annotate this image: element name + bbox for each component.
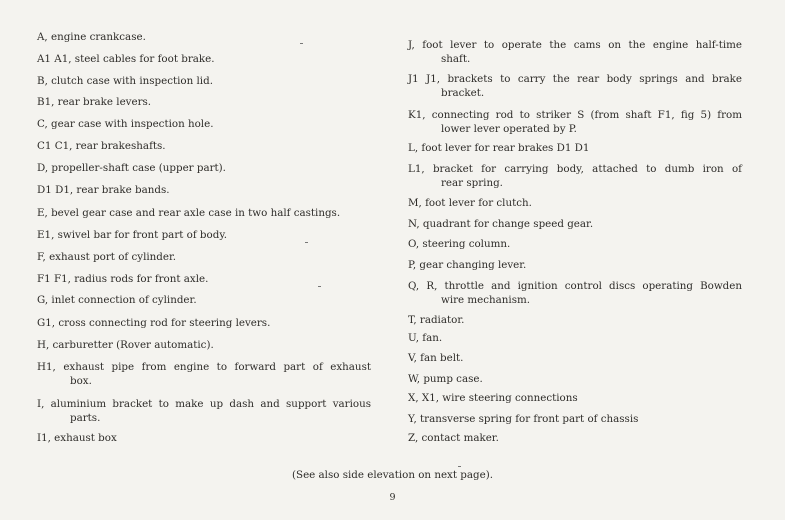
legend-entry bbox=[37, 30, 146, 44]
legend-entry bbox=[37, 316, 270, 330]
legend-text: A1 A1, steel cables for foot brake. bbox=[37, 53, 215, 65]
legend-entry bbox=[37, 139, 166, 153]
legend-text: C, gear case with inspection hole. bbox=[37, 118, 214, 130]
legend-text: I, aluminium bracket to make up dash and support various bbox=[37, 398, 371, 410]
legend-entry bbox=[408, 72, 742, 100]
page-number: 9 bbox=[389, 492, 396, 503]
legend-entry bbox=[408, 162, 742, 190]
legend-text: B, clutch case with inspection lid. bbox=[37, 75, 213, 87]
legend-text: E, bevel gear case and rear axle case in two half castings. bbox=[37, 207, 341, 219]
footnote: (See also side elevation on next page). bbox=[292, 469, 493, 481]
legend-entry bbox=[408, 391, 578, 405]
legend-text: O, steering column. bbox=[408, 238, 511, 250]
legend-entry bbox=[408, 196, 532, 210]
legend-entry bbox=[408, 237, 510, 251]
legend-entry bbox=[408, 141, 589, 155]
print-speck bbox=[458, 466, 461, 467]
legend-entry bbox=[37, 250, 176, 264]
legend-text: E1, swivel bar for front part of body. bbox=[37, 229, 228, 241]
legend-entry bbox=[37, 95, 151, 109]
legend-entry bbox=[37, 431, 117, 445]
legend-text: J1 J1, brackets to carry the rear body springs and brake bbox=[408, 73, 742, 85]
legend-entry bbox=[37, 206, 340, 220]
legend-entry bbox=[37, 183, 170, 197]
legend-text: V, fan belt. bbox=[408, 352, 464, 364]
legend-entry bbox=[408, 351, 463, 365]
legend-text: C1 C1, rear brakeshafts. bbox=[37, 140, 166, 152]
print-speck bbox=[305, 242, 308, 243]
legend-text-continued: bracket. bbox=[441, 87, 485, 99]
legend-text: K1, connecting rod to striker S (from shaft F1, fig 5) from bbox=[408, 109, 742, 121]
legend-entry bbox=[408, 313, 464, 327]
legend-entry bbox=[408, 217, 593, 231]
legend-text: L1, bracket for carrying body, attached to dumb iron of bbox=[408, 163, 742, 175]
legend-text: Q, R, throttle and ignition control discs operating Bowden bbox=[408, 280, 742, 292]
legend-text: W, pump case. bbox=[408, 373, 483, 385]
legend-entry bbox=[37, 228, 227, 242]
legend-entry bbox=[408, 38, 742, 66]
legend-text: G1, cross connecting rod for steering levers. bbox=[37, 317, 271, 329]
legend-text: J, foot lever to operate the cams on the engine half-time bbox=[408, 39, 742, 51]
legend-text: F1 F1, radius rods for front axle. bbox=[37, 273, 209, 285]
legend-text: Z, contact maker. bbox=[408, 432, 499, 444]
legend-text-continued: box. bbox=[70, 375, 92, 387]
legend-text: H, carburetter (Rover automatic). bbox=[37, 339, 214, 351]
legend-entry bbox=[408, 431, 499, 445]
legend-text: A, engine crankcase. bbox=[37, 31, 146, 43]
legend-entry bbox=[408, 279, 742, 307]
legend-text: L, foot lever for rear brakes D1 D1 bbox=[408, 142, 590, 154]
legend-entry bbox=[408, 412, 638, 426]
legend-text: H1, exhaust pipe from engine to forward part of exhaust bbox=[37, 361, 371, 373]
legend-entry bbox=[408, 331, 442, 345]
legend-text: D1 D1, rear brake bands. bbox=[37, 184, 170, 196]
legend-text: B1, rear brake levers. bbox=[37, 96, 152, 108]
print-speck bbox=[300, 43, 303, 44]
legend-entry bbox=[37, 74, 213, 88]
legend-entry bbox=[37, 293, 197, 307]
legend-text: N, quadrant for change speed gear. bbox=[408, 218, 594, 230]
legend-text: I1, exhaust box bbox=[37, 432, 117, 444]
legend-text: F, exhaust port of cylinder. bbox=[37, 251, 177, 263]
legend-entry bbox=[37, 397, 371, 425]
legend-text: Y, transverse spring for front part of chassis bbox=[408, 413, 639, 425]
legend-text: T, radiator. bbox=[408, 314, 465, 326]
legend-entry bbox=[37, 360, 371, 388]
legend-entry bbox=[408, 108, 742, 136]
legend-text: U, fan. bbox=[408, 332, 443, 344]
legend-entry bbox=[408, 372, 483, 386]
legend-text-continued: shaft. bbox=[441, 53, 471, 65]
legend-text-continued: wire mechanism. bbox=[441, 294, 531, 306]
legend-text-continued: lower lever operated by P. bbox=[441, 123, 577, 135]
legend-text: X, X1, wire steering connections bbox=[408, 392, 578, 404]
legend-text: G, inlet connection of cylinder. bbox=[37, 294, 197, 306]
legend-text: P, gear changing lever. bbox=[408, 259, 527, 271]
legend-entry bbox=[37, 117, 213, 131]
legend-text: D, propeller-shaft case (upper part). bbox=[37, 162, 226, 174]
legend-text: M, foot lever for clutch. bbox=[408, 197, 532, 209]
legend-entry bbox=[408, 258, 526, 272]
legend-text-continued: rear spring. bbox=[441, 177, 503, 189]
legend-text-continued: parts. bbox=[70, 412, 101, 424]
legend-entry bbox=[37, 161, 226, 175]
legend-entry bbox=[37, 52, 215, 66]
legend-entry bbox=[37, 272, 208, 286]
print-speck bbox=[318, 286, 321, 287]
legend-entry bbox=[37, 338, 214, 352]
